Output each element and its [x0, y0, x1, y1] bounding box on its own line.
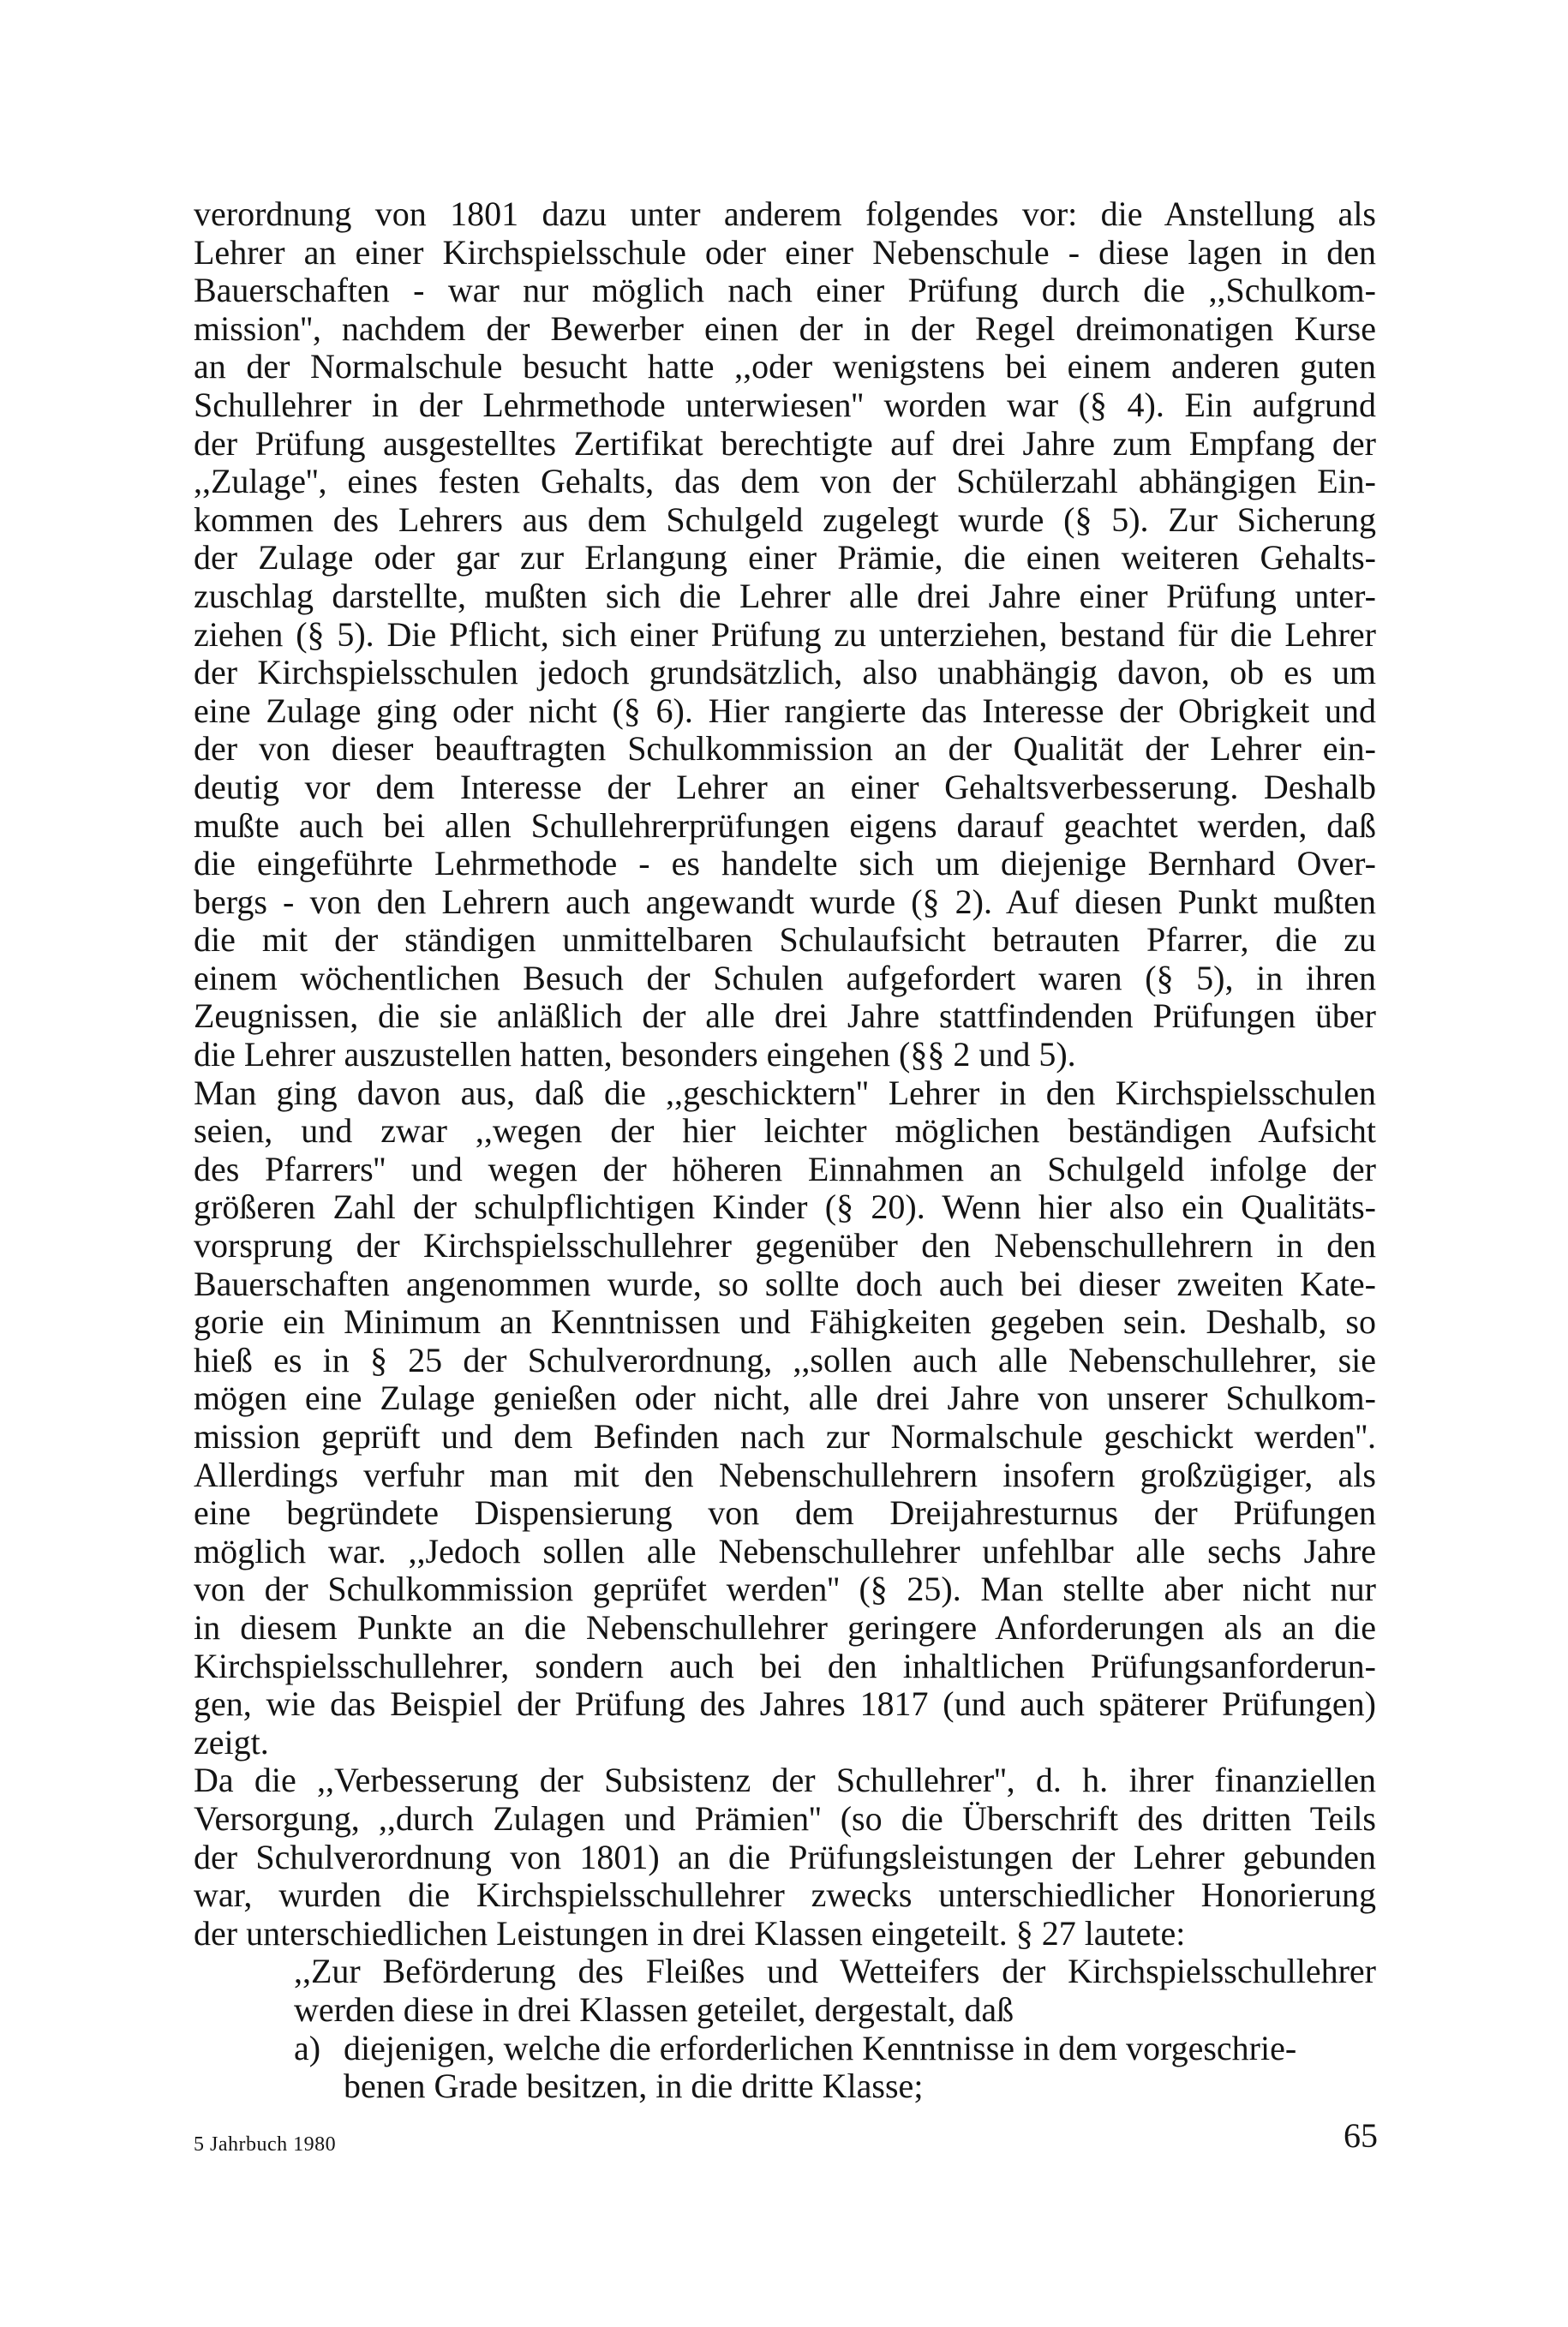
body-line: Bauerschaften angenommen wurde, so sollte doch auch bei dieser zweiten Kate-: [194, 1264, 1376, 1303]
body-line: Lehrer an einer Kirchspielsschule oder einer Nebenschule - diese lagen in den: [194, 232, 1376, 272]
body-line: gorie ein Minimum an Kenntnissen und Fähigkeiten gegeben sein. Deshalb, so: [194, 1302, 1376, 1342]
body-line: zuschlag darstellte, mußten sich die Lehrer alle drei Jahre einer Prüfung unter-: [194, 576, 1376, 615]
body-line: eine Zulage ging oder nicht (§ 6). Hier rangierte das Interesse der Obrigkeit und: [194, 691, 1376, 730]
body-line: Schullehrer in der Lehrmethode unterwiesen'' worden war (§ 4). Ein aufgrund: [194, 385, 1376, 424]
body-line: mögen eine Zulage genießen oder nicht, alle drei Jahre von unserer Schulkom-: [194, 1379, 1376, 1418]
body-line: mission geprüft und dem Befinden nach zur Normalschule geschickt werden''.: [194, 1417, 1376, 1456]
body-line: seien, und zwar ,,wegen der hier leichter möglichen beständigen Aufsicht: [194, 1111, 1376, 1151]
body-line: die eingeführte Lehrmethode - es handelte sich um diejenige Bernhard Over-: [194, 844, 1376, 883]
body-line: war, wurden die Kirchspielsschullehrer zwecks unterschiedlicher Honorierung: [194, 1875, 1376, 1915]
body-line: ,,Zulage'', eines festen Gehalts, das dem von der Schülerzahl abhängigen Ein-: [194, 462, 1376, 501]
body-line: an der Normalschule besucht hatte ,,oder wenigstens bei einem anderen guten: [194, 347, 1376, 386]
list-item-text: diejenigen, welche die erforderlichen Kenntnisse in dem vorgeschrie-: [344, 2028, 1297, 2067]
body-line: einem wöchentlichen Besuch der Schulen aufgefordert waren (§ 5), in ihren: [194, 958, 1376, 997]
body-line: in diesem Punkte an die Nebenschullehrer geringere Anforderungen als an die: [194, 1607, 1376, 1647]
body-line: des Pfarrers'' und wegen der höheren Einnahmen an Schulgeld infolge der: [194, 1149, 1376, 1188]
list-item-a: [194, 2030, 1376, 2068]
body-line: hieß es in § 25 der Schulverordnung, ,,sollen auch alle Nebenschullehrer, sie: [194, 1340, 1376, 1379]
body-line: vorsprung der Kirchspielsschullehrer gegenüber den Nebenschullehrern in den: [194, 1226, 1376, 1265]
body-line: von der Schulkommission geprüfet werden'' (§ 25). Man stellte aber nicht nur: [194, 1570, 1376, 1609]
list-item-a-continuation: benen Grade besitzen, in die dritte Klasse;: [344, 2067, 924, 2106]
page-number: 65: [1344, 2116, 1378, 2155]
body-line: kommen des Lehrers aus dem Schulgeld zugelegt wurde (§ 5). Zur Sicherung: [194, 499, 1376, 539]
body-line: der Schulverordnung von 1801) an die Prüfungsleistungen der Lehrer gebunden: [194, 1837, 1376, 1876]
body-line: die Lehrer auszustellen hatten, besonders eingehen (§§ 2 und 5).: [194, 1035, 1076, 1074]
body-line: der Kirchspielsschulen jedoch grundsätzlich, also unabhängig davon, ob es um: [194, 653, 1376, 692]
body-line: ziehen (§ 5). Die Pflicht, sich einer Prüfung zu unterziehen, bestand für die Lehrer: [194, 614, 1376, 654]
body-line: bergs - von den Lehrern auch angewandt wurde (§ 2). Auf diesen Punkt mußten: [194, 882, 1376, 921]
body-line: der unterschiedlichen Leistungen in drei Klassen eingeteilt. § 27 lautete:: [194, 1913, 1186, 1953]
body-line: der von dieser beauftragten Schulkommission an der Qualität der Lehrer ein-: [194, 729, 1376, 769]
body-line: Kirchspielsschullehrer, sondern auch bei den inhaltlichen Prüfungsanforderun-: [194, 1646, 1376, 1685]
body-line: der Zulage oder gar zur Erlangung einer Prämie, die einen weiteren Gehalts-: [194, 538, 1376, 577]
quote-line: werden diese in drei Klassen geteilet, dergestalt, daß: [294, 1989, 1014, 2029]
list-item-label: a): [294, 2028, 321, 2067]
body-line: verordnung von 1801 dazu unter anderem folgendes vor: die Anstellung als: [194, 194, 1376, 233]
body-line: mission'', nachdem der Bewerber einen der in der Regel dreimonatigen Kurse: [194, 308, 1376, 348]
body-line: eine begründete Dispensierung von dem Dreijahresturnus der Prüfungen: [194, 1493, 1376, 1533]
body-line: zeigt.: [194, 1722, 269, 1762]
body-line: die mit der ständigen unmittelbaren Schulaufsicht betrauten Pfarrer, die zu: [194, 920, 1376, 960]
body-text: [194, 195, 1376, 2106]
body-line: gen, wie das Beispiel der Prüfung des Jahres 1817 (und auch späterer Prüfungen): [194, 1684, 1376, 1724]
signature-mark: 5 Jahrbuch 1980: [194, 2133, 337, 2156]
body-line: mußte auch bei allen Schullehrerprüfungen eigens darauf geachtet werden, daß: [194, 805, 1376, 845]
body-line: größeren Zahl der schulpflichtigen Kinder (§ 20). Wenn hier also ein Qualitäts-: [194, 1187, 1376, 1227]
quote-line: ,,Zur Beförderung des Fleißes und Wetteifers der Kirchspielsschullehrer: [294, 1952, 1376, 1991]
body-line: Allerdings verfuhr man mit den Nebenschullehrern insofern großzügiger, als: [194, 1455, 1376, 1494]
body-line: der Prüfung ausgestelltes Zertifikat berechtigte auf drei Jahre zum Empfang der: [194, 423, 1376, 463]
body-line: Versorgung, ,,durch Zulagen und Prämien'' (so die Überschrift des dritten Teils: [194, 1798, 1376, 1838]
body-line: deutig vor dem Interesse der Lehrer an einer Gehaltsverbesserung. Deshalb: [194, 767, 1376, 806]
body-line: Da die ,,Verbesserung der Subsistenz der Schullehrer'', d. h. ihrer finanziellen: [194, 1761, 1376, 1800]
body-line: Bauerschaften - war nur möglich nach einer Prüfung durch die ,,Schulkom-: [194, 271, 1376, 310]
body-line: möglich war. ,,Jedoch sollen alle Nebenschullehrer unfehlbar alle sechs Jahre: [194, 1531, 1376, 1570]
body-line: Man ging davon aus, daß die ,,geschicktern'' Lehrer in den Kirchspielsschulen: [194, 1073, 1376, 1112]
body-line: Zeugnissen, die sie anläßlich der alle drei Jahre stattfindenden Prüfungen über: [194, 996, 1376, 1036]
